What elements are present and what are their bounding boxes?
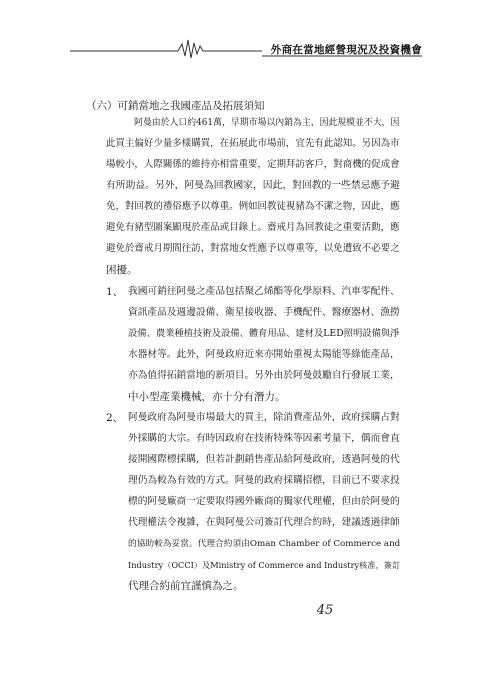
intro-line: 避免有豬型圖案顯現於產品或目錄上。齋戒月為回教徒之重要活動，應	[106, 222, 400, 233]
list-item-number: 1、	[106, 286, 124, 298]
intro-line: 此買主偏好少量多樣購買，在拓展此市場前，宜先有此認知。另因為市	[106, 138, 400, 149]
list-item-line: 亦為值得拓銷當地的新項目。另外由於阿曼鼓勵自行發展工業，	[128, 370, 400, 381]
list-item-line: 資訊產品及週邊設備、衛星接收器、手機配件、醫療器材、漁撈	[128, 307, 400, 318]
section-heading: （六）可銷當地之我國產品及拓展須知	[86, 100, 265, 112]
header-title: 外商在當地經營現況及投資機會	[270, 44, 422, 56]
list-item-line: 我國可銷往阿曼之產品包括聚乙烯酯等化學原料、汽車零配件、	[128, 286, 400, 297]
running-header	[0, 34, 480, 60]
intro-line: 免，對回教的禮俗應予以尊重。例如回教徒視豬為不潔之物，因此，應	[106, 201, 400, 212]
list-item-line: 設備、農業種植技術及設備、體育用品、建材及LED照明設備與淨	[128, 328, 400, 339]
intro-line: 避免於齋戒月期間往訪，對當地女性應予以尊重等，以免遭致不必要之	[106, 243, 400, 254]
list-item-line: 代理合約前宜謹慎為之。	[128, 580, 244, 592]
list-item-line: 中小型產業機械，亦十分有潛力。	[128, 391, 286, 403]
list-item-line: 阿曼政府為阿曼市場最大的買主，除消費產品外，政府採購占對	[128, 412, 400, 423]
page-number: 45	[316, 603, 334, 618]
list-item-line: 接開國際標採購，但若計劃銷售產品給阿曼政府，透過阿曼的代	[128, 454, 400, 465]
list-item-line: 水器材等。此外，阿曼政府近來亦開始重視太陽能等綠能產品，	[128, 349, 400, 360]
list-item-line: Industry（OCCI）及Ministry of Commerce and Industry核准，簽訂	[128, 560, 401, 570]
intro-line: 阿曼由於人口約461萬，早期市場以內銷為主，因此規模並不大，因	[134, 118, 400, 128]
list-item-line: 理仍為較為有效的方式。阿曼的政府採購招標，目前已不要求投	[128, 475, 400, 486]
intro-line: 場較小，人際關係的維持亦相當重要，定期拜訪客戶，對商機的促成會	[106, 159, 400, 170]
list-item-line: 的協助較為妥當。代理合約須由Oman Chamber of Commerce and	[128, 539, 401, 549]
intro-line: 困擾。	[106, 264, 138, 276]
list-item-line: 外採購的大宗。有時因政府在技術特殊等因素考量下，偶而會直	[128, 433, 400, 444]
intro-line: 有所助益。另外，阿曼為回教國家，因此，對回教的一些禁忌應予避	[106, 180, 400, 191]
list-item-line: 標的阿曼廠商一定要取得國外廠商的獨家代理權，但由於阿曼的	[128, 496, 400, 507]
list-item-line: 代理權法令複雜，在與阿曼公司簽訂代理合約時，建議透過律師	[128, 517, 400, 528]
list-item-number: 2、	[106, 412, 124, 424]
